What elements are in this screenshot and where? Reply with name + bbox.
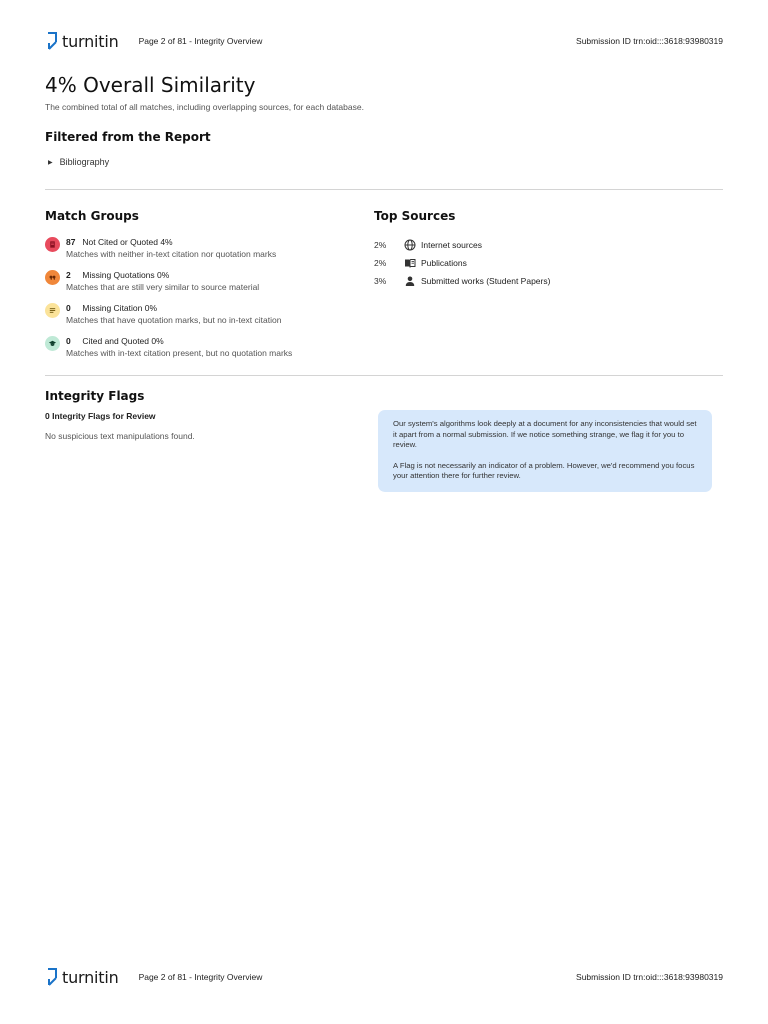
brand (45, 967, 262, 987)
match-group-not-cited (45, 236, 355, 269)
top-sources-list (374, 236, 674, 290)
match-label: Missing Quotations 0% (82, 270, 170, 280)
source-row-internet (374, 236, 674, 254)
divider (45, 189, 723, 190)
match-description: Matches with neither in-text citation nor quotation marks (66, 249, 277, 259)
page-info: Page 2 of 81 - Integrity Overview (138, 36, 263, 46)
match-groups-heading: Match Groups (45, 209, 139, 223)
book-icon (403, 257, 416, 270)
match-count: 0 (66, 303, 71, 313)
match-groups-list (45, 236, 355, 368)
filtered-heading: Filtered from the Report (45, 130, 211, 144)
globe-icon (403, 239, 416, 252)
source-percent: 3% (374, 276, 387, 286)
document-icon (45, 237, 60, 252)
info-paragraph: Our system's algorithms look deeply at a document for any inconsistencies that would set it apart from a normal submission. If we notice something strange, we flag it for you to review. (393, 419, 697, 449)
turnitin-logo (45, 967, 119, 987)
integrity-flags-count: 0 Integrity Flags for Review (45, 411, 156, 421)
graduation-cap-icon (45, 336, 60, 351)
source-label: Publications (421, 258, 467, 268)
match-label: Missing Citation 0% (82, 303, 158, 313)
filter-item-label: Bibliography (59, 157, 110, 167)
page-info: Page 2 of 81 - Integrity Overview (138, 972, 263, 982)
integrity-info-box (378, 410, 712, 492)
brand (45, 31, 262, 51)
integrity-flags-heading: Integrity Flags (45, 389, 145, 403)
match-group-cited-and-quoted (45, 335, 355, 368)
turnitin-logo-icon (45, 967, 59, 987)
logo-text: turnitin (62, 31, 119, 51)
page-footer (45, 965, 723, 989)
match-description: Matches with in-text citation present, but no quotation marks (66, 348, 293, 358)
source-row-submitted-works (374, 272, 674, 290)
page-title: 4% Overall Similarity (45, 73, 256, 97)
triangle-right-icon: ▶ (48, 159, 53, 166)
source-label: Submitted works (Student Papers) (421, 276, 551, 286)
match-count: 87 (66, 237, 76, 247)
info-paragraph: A Flag is not necessarily an indicator of a problem. However, we'd recommend you focus your attention there for further review. (393, 460, 695, 480)
source-label: Internet sources (421, 240, 482, 250)
page-header (45, 29, 723, 53)
submission-id: Submission ID trn:oid:::3618:93980319 (576, 36, 723, 46)
source-percent: 2% (374, 240, 387, 250)
match-group-missing-citation (45, 302, 355, 335)
filter-item-bibliography[interactable] (48, 157, 109, 167)
submission-id: Submission ID trn:oid:::3618:93980319 (576, 972, 723, 982)
lines-icon (45, 303, 60, 318)
match-label: Not Cited or Quoted 4% (82, 237, 173, 247)
turnitin-logo (45, 31, 119, 51)
divider (45, 375, 723, 376)
source-row-publications (374, 254, 674, 272)
top-sources-heading: Top Sources (374, 209, 456, 223)
match-count: 2 (66, 270, 71, 280)
match-group-missing-quotations (45, 269, 355, 302)
person-icon (403, 275, 416, 288)
page-subtitle: The combined total of all matches, including overlapping sources, for each database. (45, 102, 364, 112)
match-label: Cited and Quoted 0% (82, 336, 164, 346)
logo-text: turnitin (62, 967, 119, 987)
match-description: Matches that have quotation marks, but no in-text citation (66, 315, 282, 325)
turnitin-logo-icon (45, 31, 59, 51)
source-percent: 2% (374, 258, 387, 268)
integrity-flags-none: No suspicious text manipulations found. (45, 431, 195, 441)
match-description: Matches that are still very similar to source material (66, 282, 260, 292)
quote-icon (45, 270, 60, 285)
match-count: 0 (66, 336, 71, 346)
